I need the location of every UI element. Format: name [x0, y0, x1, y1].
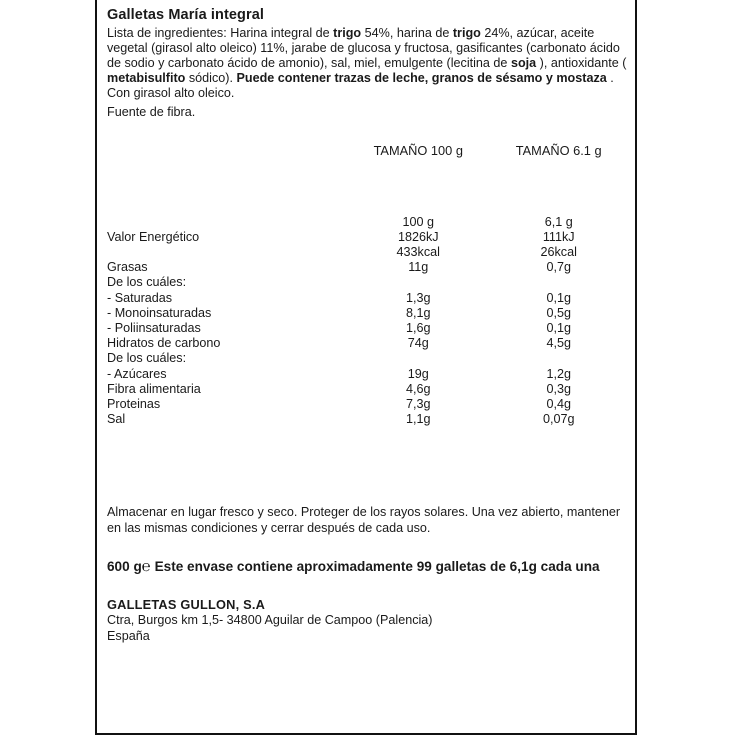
column-header-100g: TAMAÑO 100 g: [373, 142, 463, 158]
nutrition-table-body: [107, 143, 627, 428]
nutrient-value-monounsaturates-serving: 0,5g: [546, 305, 571, 320]
manufacturer-block: [107, 597, 627, 644]
gap-cell-b: [490, 165, 627, 215]
nutrient-value-energy-serving: [490, 230, 627, 260]
table-row: [107, 275, 627, 290]
company-country: España: [107, 628, 150, 643]
nutrient-value-protein-serving: 0,4g: [546, 397, 571, 411]
nutrient-value-sugars-100g: 19g: [407, 366, 429, 381]
nutrient-label-fibre: Fibra alimentaria: [107, 381, 201, 396]
table-row: [107, 397, 627, 412]
storage-instructions-text: Almacenar en lugar fresco y seco. Proteger de los rayos solares. Una vez abierto, mantener en las mismas condiciones y cerrar después de cada uso.: [107, 505, 621, 535]
subheader-serving: 6,1 g: [544, 214, 573, 229]
net-weight-amount: 600 g: [107, 559, 142, 575]
table-row: [107, 382, 627, 397]
nutrient-value-monounsaturates-100g: 8,1g: [406, 305, 431, 320]
company-address: Ctra, Burgos km 1,5- 34800 Aguilar de Campoo (Palencia): [107, 613, 433, 628]
nutrient-label-fat: Grasas: [107, 260, 148, 275]
nutrient-label-protein: Proteinas: [107, 397, 161, 411]
page-title: Galletas María integral: [107, 7, 265, 23]
nutrient-label-energy: Valor Energético: [107, 229, 200, 244]
energy-kj-serving: 111kJ: [542, 229, 575, 244]
nutrient-value-carb-ofwhich-100g: [346, 351, 490, 366]
subheader-spacer-cell: [107, 215, 346, 230]
nutrient-value-fat-ofwhich-100g: [346, 275, 490, 290]
nutrition-label-panel: [95, 0, 637, 735]
table-row: [107, 306, 627, 321]
fiber-source-claim: Fuente de fibra.: [107, 105, 196, 120]
estimated-sign-icon: ℮: [141, 558, 151, 576]
nutrient-value-saturates-100g: 1,3g: [406, 290, 431, 305]
nutrient-label-salt: Sal: [107, 412, 126, 427]
table-row: [107, 260, 627, 275]
column-header-serving: TAMAÑO 6.1 g: [515, 142, 602, 158]
nutrient-value-carbohydrate-serving: 4,5g: [546, 336, 571, 351]
nutrient-label-fat-ofwhich: De los cuáles:: [107, 275, 187, 290]
nutrient-value-sugars-serving: 1,2g: [546, 366, 571, 381]
nutrient-value-protein-100g: 7,3g: [406, 397, 431, 411]
nutrient-value-saturates-serving: 0,1g: [546, 290, 571, 305]
net-weight-block: [107, 558, 627, 576]
nutrient-value-carb-ofwhich-serving: [490, 351, 627, 366]
table-row: [107, 367, 627, 382]
nutrient-label-sugars: - Azúcares: [107, 366, 167, 381]
table-row-energy: [107, 230, 627, 260]
gap-cell-a: [346, 165, 490, 215]
nutrient-value-energy-100g: [346, 230, 490, 260]
nutrition-table: [107, 143, 627, 428]
nutrient-value-fat-serving: 0,7g: [546, 260, 571, 275]
storage-instructions-block: [107, 505, 627, 536]
nutrient-value-salt-serving: 0,07g: [542, 412, 575, 427]
nutrient-label-carbohydrate: Hidratos de carbono: [107, 336, 221, 351]
nutrient-value-fat-100g: 11g: [408, 260, 429, 275]
nutrient-label-polyunsaturates: - Poliinsaturadas: [107, 320, 201, 335]
energy-kj-100g: 1826kJ: [397, 229, 439, 244]
biscuit-count-text: Este envase contiene aproximadamente 99 galletas de 6,1g cada una: [154, 559, 600, 575]
subheader-100g: 100 g: [402, 214, 435, 229]
table-row: [107, 321, 627, 336]
table-gap-row: [107, 165, 627, 215]
nutrient-value-fibre-100g: 4,6g: [406, 381, 431, 396]
nutrient-label-saturates: - Saturadas: [107, 290, 173, 305]
table-subheader-row: [107, 215, 627, 230]
header-spacer-cell: [107, 143, 346, 165]
energy-kcal-100g: 433kcal: [396, 244, 440, 259]
nutrient-value-fibre-serving: 0,3g: [546, 381, 571, 396]
gap-cell-label: [107, 165, 346, 215]
nutrient-label-carb-ofwhich: De los cuáles:: [107, 351, 187, 366]
nutrient-value-fat-ofwhich-serving: [490, 275, 627, 290]
nutrient-value-carbohydrate-100g: 74g: [407, 336, 429, 351]
nutrient-value-salt-100g: 1,1g: [406, 412, 431, 427]
table-row: [107, 291, 627, 306]
table-header-row: [107, 143, 627, 165]
company-name: GALLETAS GULLON, S.A: [107, 597, 266, 613]
nutrient-label-monounsaturates: - Monoinsaturadas: [107, 305, 212, 320]
nutrient-value-polyunsaturates-serving: 0,1g: [546, 320, 571, 335]
nutrient-value-polyunsaturates-100g: 1,6g: [406, 320, 431, 335]
ingredients-list: Lista de ingredientes: Harina integral de trigo 54%, harina de trigo 24%, azúcar, aceite vegetal (girasol alto oleico) 11%, jarabe de glucosa y fructosa, gasificantes (carbonato ácido de sodio y carbonato ácido de amonio), sal, miel, emulgente (lecitina de soja ), antioxidante ( metabisulfito sódico). Puede contener trazas de leche, granos de sésamo y mostaza . Con girasol alto oleico.: [107, 26, 627, 101]
energy-kcal-serving: 26kcal: [540, 244, 577, 259]
table-row: [107, 336, 627, 351]
table-row: [107, 412, 627, 427]
table-row: [107, 351, 627, 366]
